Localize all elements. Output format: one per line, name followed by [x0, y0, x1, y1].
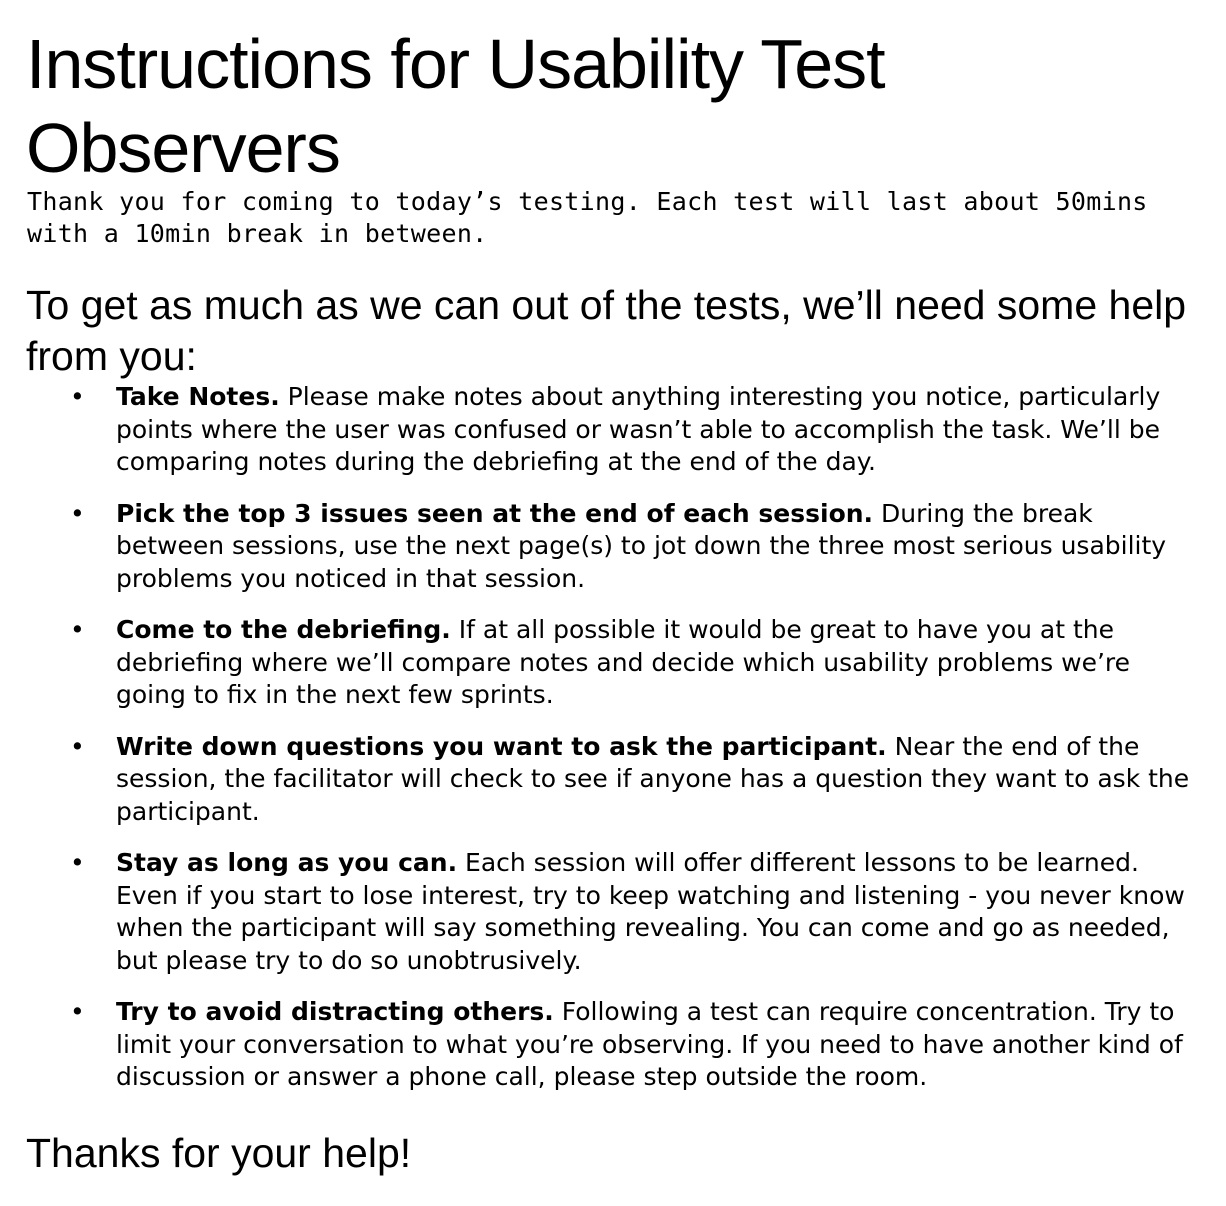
intro-text: Thank you for coming to today’s testing. Each test will last about 50mins with a 10min break in between. [27, 187, 1148, 248]
tip-title: Take Notes. [116, 382, 280, 411]
tip-text: Near the end of the session, the facilitator will check to see if anyone has a question they want to ask the participant. [116, 731, 1190, 826]
tip-title: Try to avoid distracting others. [116, 997, 554, 1026]
closing-text: Thanks for your help! [26, 1130, 412, 1176]
bullet-icon: • [70, 848, 85, 877]
page-title: Instructions for Usability Test Observers [26, 25, 885, 187]
bullet-icon: • [70, 498, 85, 528]
tip-title: Come to the debriefing. [116, 615, 451, 644]
tip-text: During the break between sessions, use the next page(s) to jot down the three most serious usability problems you noticed in that session. [116, 498, 1167, 593]
tip-text: Following a test can require concentration. Try to limit your conversation to what you’re observing. If you need to have another kind of discussion or answer a phone call, please step outside the room. [116, 997, 1183, 1091]
bullet-icon: • [70, 997, 85, 1026]
tip-item-pick-top-issues [0, 498, 1226, 596]
tip-item-avoid-distracting [0, 996, 1226, 1094]
bullet-icon: • [70, 615, 85, 644]
tips-list [0, 381, 1226, 1113]
tip-title: Pick the top 3 issues seen at the end of each session. [116, 498, 874, 528]
tip-item-stay-long [0, 847, 1226, 977]
bullet-icon: • [70, 731, 85, 761]
tip-text: If at all possible it would be great to have you at the debriefing where we’ll compare notes and decide which usability problems we’re going to fix in the next few sprints. [116, 615, 1131, 709]
bullet-icon: • [70, 382, 85, 411]
tip-item-take-notes [0, 381, 1226, 479]
tip-item-debriefing [0, 614, 1226, 712]
tip-item-questions [0, 731, 1226, 829]
tip-title: Write down questions you want to ask the participant. [116, 731, 887, 761]
tip-text: Each session will offer different lessons to be learned. Even if you start to lose interest, try to keep watching and listening - you never know when the participant will say something revealing. You can come and go as needed, but please try to do so unobtrusively. [116, 848, 1185, 975]
lead-text: To get as much as we can out of the tests, we’ll need some help from you: [26, 282, 1187, 379]
tip-text: Please make notes about anything interesting you notice, particularly points where the user was confused or wasn’t able to accomplish the task. We’ll be comparing notes during the debriefing at the end of the day. [116, 382, 1161, 476]
tip-title: Stay as long as you can. [116, 848, 458, 877]
